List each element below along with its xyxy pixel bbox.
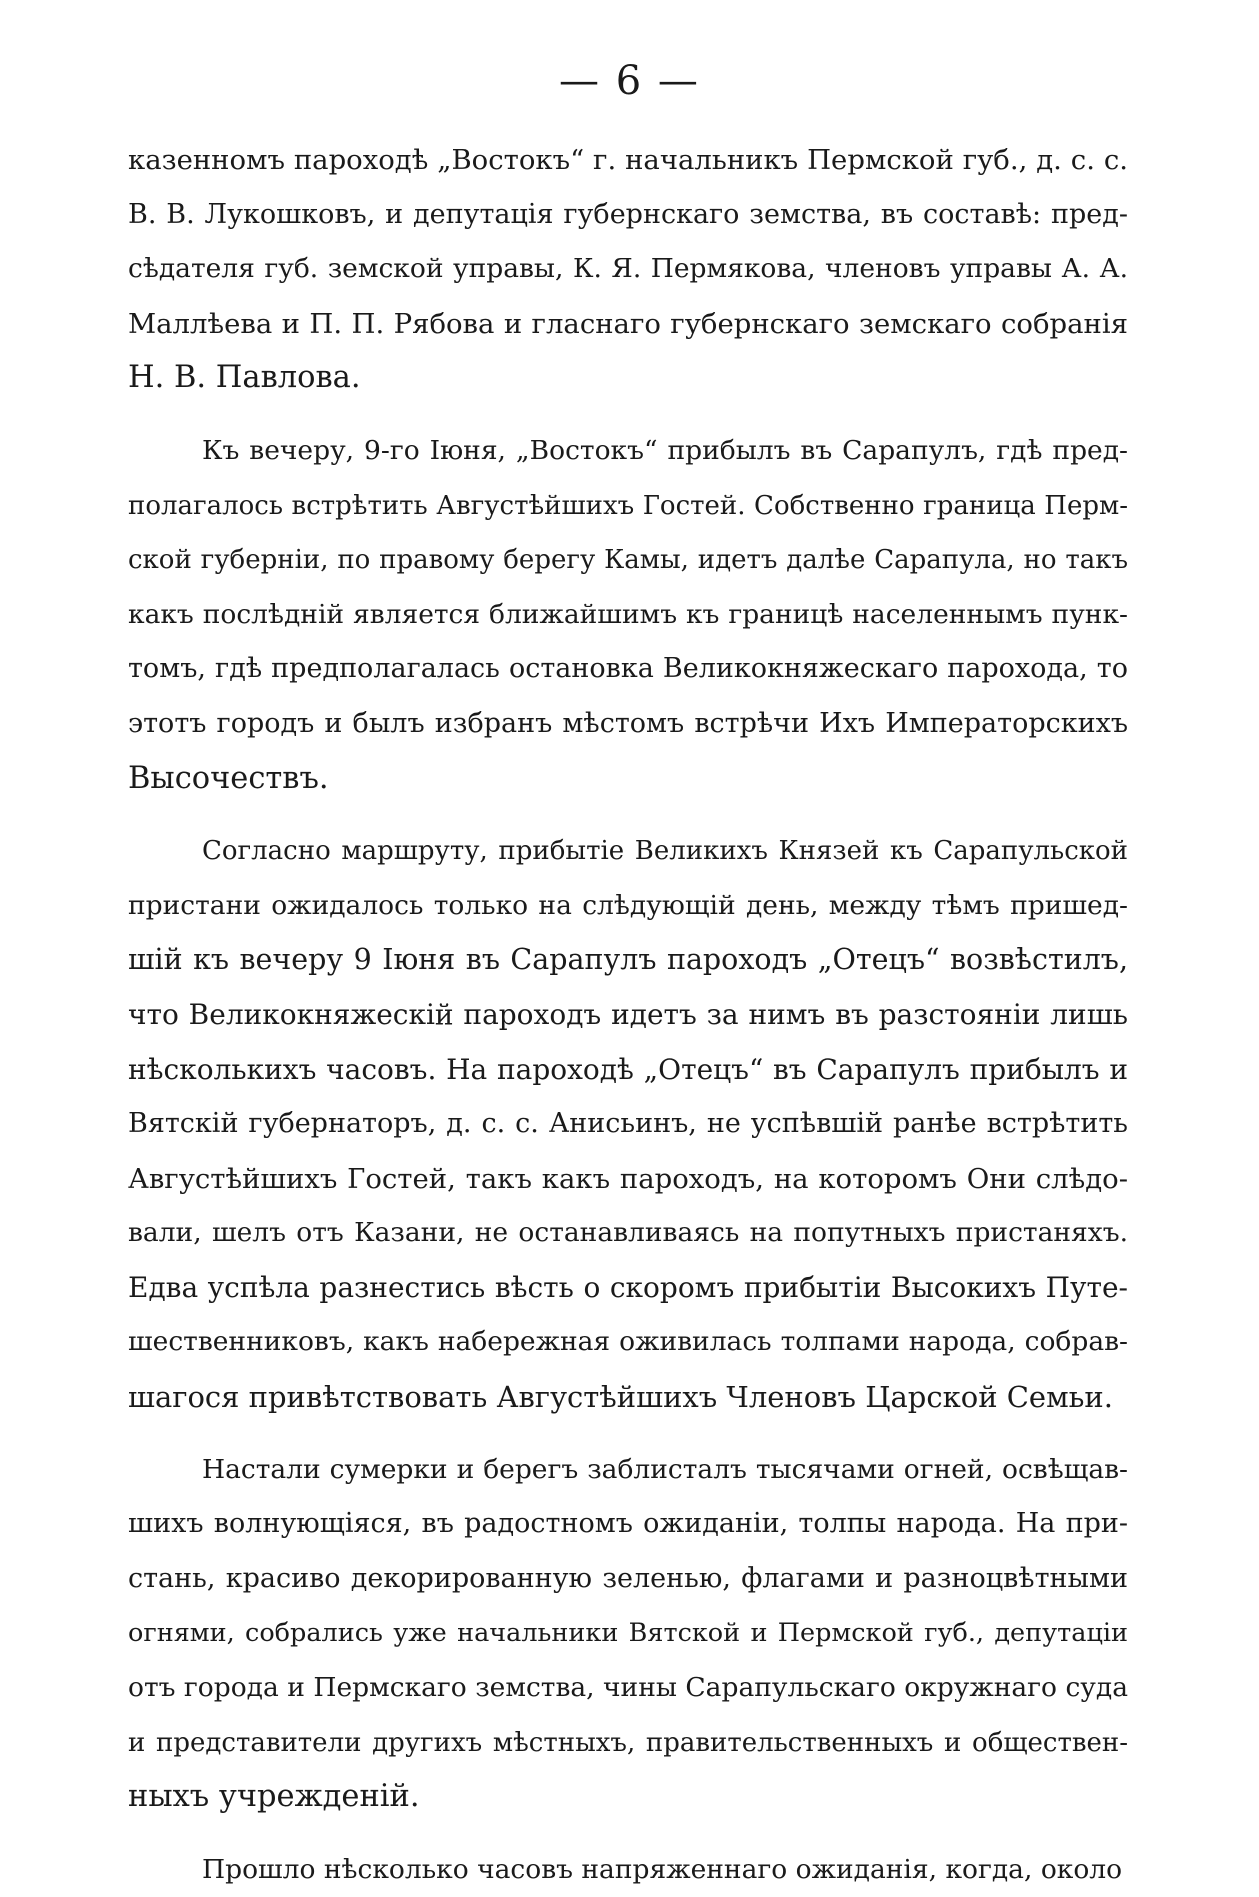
paragraph-gap [128, 1825, 1128, 1843]
text-line: шій къ вечеру 9 Іюня въ Сарапулъ пароходъ „Отецъ“ возвѣстилъ, [128, 943, 1128, 977]
paragraph-gap [128, 806, 1128, 824]
text-line: шественниковъ, какъ набережная оживилась толпами народа, собрав- [128, 1326, 1128, 1358]
paragraph [128, 1443, 1128, 1825]
text-line: Согласно маршруту, прибытіе Великихъ Князей къ Сарапульской [202, 836, 1128, 867]
text-line: ской губерніи, по правому берегу Камы, идетъ далѣе Сарапула, но такъ [128, 545, 1128, 576]
text-line: Настали сумерки и берегъ заблисталъ тысячами огней, освѣщав- [202, 1453, 1128, 1485]
text-line: какъ послѣдній является ближайшимъ къ границѣ населеннымъ пунк- [128, 598, 1128, 630]
text-line: этотъ городъ и былъ избранъ мѣстомъ встрѣчи Ихъ Императорскихъ [128, 707, 1128, 739]
text-line: Едва успѣла разнестись вѣсть о скоромъ прибытіи Высокихъ Путе- [128, 1270, 1128, 1304]
text-line: ныхъ учрежденій. [128, 1779, 420, 1815]
text-line: огнями, собрались уже начальники Вятской и Пермской губ., депутаціи [128, 1618, 1128, 1649]
text-line: Прошло нѣсколько часовъ напряженнаго ожиданія, когда, около [202, 1853, 1123, 1885]
page-number: — 6 — [559, 58, 700, 104]
text-line: Н. В. Павлова. [128, 360, 361, 396]
paragraph-gap [128, 406, 1128, 424]
text-line: Вятскій губернаторъ, д. с. с. Анисьинъ, не успѣвшій ранѣе встрѣтить [128, 1108, 1128, 1140]
text-line: Маллѣева и П. П. Рябова и гласнаго губернскаго земскаго собранія [128, 307, 1128, 340]
text-line: пристани ожидалось только на слѣдующій день, между тѣмъ пришед- [128, 889, 1128, 921]
text-line: казенномъ пароходѣ „Востокъ“ г. начальникъ Пермской губ., д. с. с. [128, 144, 1128, 176]
text-line: вали, шелъ отъ Казани, не останавливаясь на попутныхъ пристаняхъ. [128, 1217, 1128, 1249]
text-line: и представители другихъ мѣстныхъ, правительственныхъ и обществен- [128, 1727, 1128, 1758]
text-line: шихъ волнующіяся, въ радостномъ ожиданіи, толпы народа. На при- [128, 1508, 1128, 1540]
text-line: отъ города и Пермскаго земства, чины Сарапульскаго окружнаго суда [128, 1672, 1128, 1704]
paragraph [128, 1843, 1128, 1897]
paragraph [128, 824, 1128, 1425]
paragraph [128, 133, 1128, 406]
paragraph-gap [128, 1425, 1128, 1443]
text-line: нѣсколькихъ часовъ. На пароходѣ „Отецъ“ въ Сарапулъ прибылъ и [128, 1052, 1128, 1086]
text-line: томъ, гдѣ предполагалась остановка Великокняжескаго парохода, то [128, 653, 1128, 685]
text-line: Къ вечеру, 9-го Іюня, „Востокъ“ прибылъ въ Сарапулъ, гдѣ пред- [202, 434, 1128, 466]
text-line: что Великокняжескій пароходъ идетъ за нимъ въ разстояніи лишь [128, 997, 1128, 1031]
text-line: Августѣйшихъ Гостей, такъ какъ пароходъ, на которомъ Они слѣдо- [128, 1162, 1128, 1195]
text-line: полагалось встрѣтить Августѣйшихъ Гостей. Собственно граница Перм- [128, 490, 1128, 521]
text-line: сѣдателя губ. земской управы, К. Я. Пермякова, членовъ управы А. А. [128, 253, 1128, 285]
body-text [128, 133, 1128, 1897]
paragraph [128, 424, 1128, 806]
text-line: шагося привѣтствовать Августѣйшихъ Членовъ Царской Семьи. [128, 1380, 1113, 1415]
text-line: стань, красиво декорированную зеленью, флагами и разноцвѣтными [128, 1562, 1128, 1594]
text-line: В. В. Лукошковъ, и депутація губернскаго земства, въ составѣ: пред- [128, 198, 1128, 230]
text-line: Высочествъ. [128, 760, 329, 796]
